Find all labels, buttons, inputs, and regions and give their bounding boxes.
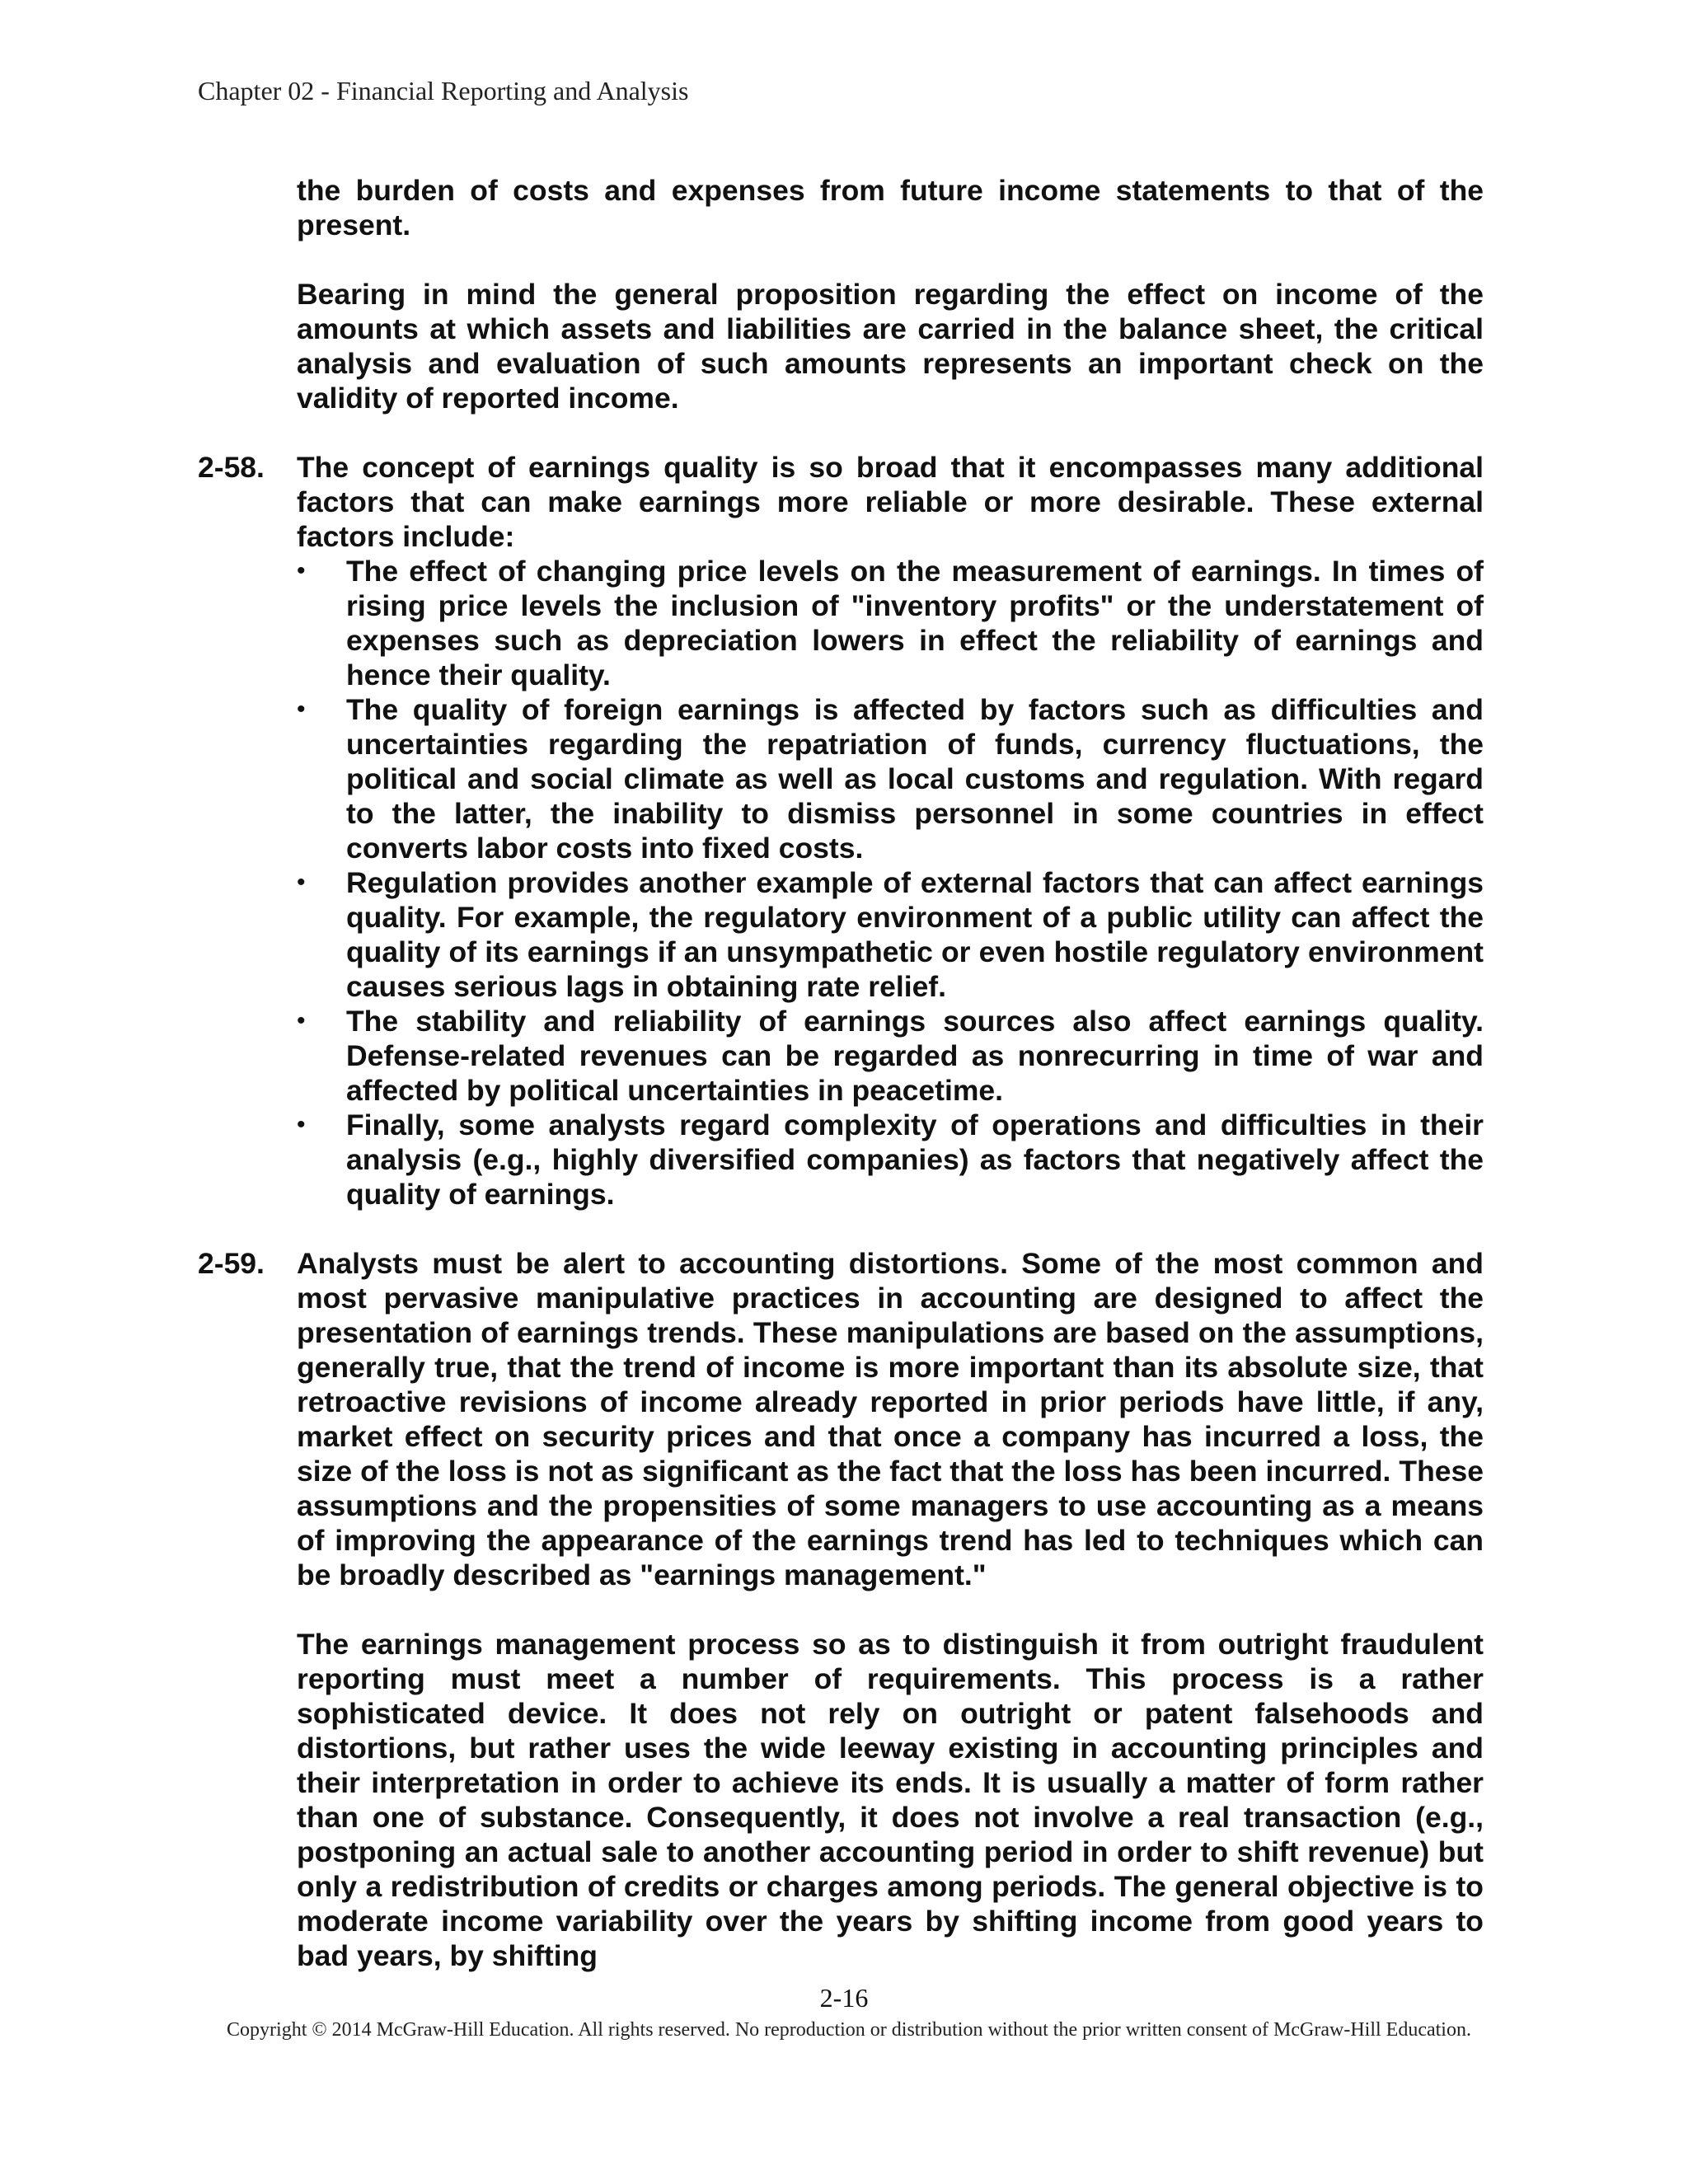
page-number: 2-16 [819, 1983, 869, 2013]
page-header: Chapter 02 - Financial Reporting and Analysis [198, 76, 689, 105]
bullet-icon: • [297, 1007, 306, 1034]
bullet-text: Regulation provides another example of external factors that can affect earnings quality. For example, the regulatory environment of a public utility can affect the quality of its earnings if an unsympathetic or even hostile regulatory environment causes serious lags in obtaining rate relief. [346, 866, 1484, 1003]
section-lead: The concept of earnings quality is so broad that it encompasses many additional factors that can make earnings more reliable or more desirable. These external factors include: [297, 451, 1484, 553]
section-2-58 [198, 450, 1484, 1212]
section-number: 2-58. [198, 451, 265, 484]
section-2-59 [198, 1246, 1484, 1973]
list-item [297, 692, 1484, 865]
bullet-text: The quality of foreign earnings is affected by factors such as difficulties and uncertainties regarding the repatriation of funds, currency fluctuations, the political and social climate as well as local customs and regulation. With regard to the latter, the inability to dismiss personnel in some countries in effect converts labor costs into fixed costs. [346, 693, 1484, 865]
section-number: 2-59. [198, 1247, 265, 1280]
list-item [297, 1004, 1484, 1108]
bullet-icon: • [297, 557, 306, 584]
section-body [297, 1246, 1484, 1973]
section-paragraph-1: Analysts must be alert to accounting distortions. Some of the most common and most pervasive manipulative practices in accounting are designed to affect the presentation of earnings trends. These manipulations are based on the assumptions, generally true, that the trend of income is more important than its absolute size, that retroactive revisions of income already reported in prior periods have little, if any, market effect on security prices and that once a company has incurred a loss, the size of the loss is not as significant as the fact that the loss has been incurred. These assumptions and the propensities of some managers to use accounting as a means of improving the appearance of the earnings trend has led to techniques which can be broadly described as "earnings management." [297, 1247, 1484, 1591]
bullet-list [297, 554, 1484, 1212]
copyright-notice: Copyright © 2014 McGraw-Hill Education. All rights reserved. No reproduction or distribution without the prior written consent of McGraw-Hill Education. [227, 2019, 1471, 2041]
list-item [297, 1108, 1484, 1212]
section-body [297, 450, 1484, 1212]
list-item [297, 554, 1484, 692]
bullet-icon: • [297, 1111, 306, 1138]
bullet-icon: • [297, 869, 306, 896]
document-body [198, 173, 1484, 2008]
list-item [297, 865, 1484, 1004]
section-paragraph-2: The earnings management process so as to distinguish it from outright fraudulent reporting must meet a number of requirements. This process is a rather sophisticated device. It does not rely on outright or patent falsehoods and distortions, but rather uses the wide leeway existing in accounting principles and their interpretation in order to achieve its ends. It is usually a matter of form rather than one of substance. Consequently, it does not involve a real transaction (e.g., postponing an actual sale to another accounting period in order to shift revenue) but only a redistribution of credits or charges among periods. The general objective is to moderate income variability over the years by shifting income from good years to bad years, by shifting [297, 1628, 1484, 1972]
bullet-text: The effect of changing price levels on the measurement of earnings. In times of rising price levels the inclusion of "inventory profits" or the understatement of expenses such as depreciation lowers in effect the reliability of earnings and hence their quality. [346, 555, 1484, 691]
intro-paragraph-2: Bearing in mind the general proposition regarding the effect on income of the amounts at which assets and liabilities are carried in the balance sheet, the critical analysis and evaluation of such amounts represents an important check on the validity of reported income. [297, 278, 1484, 415]
intro-paragraph-1: the burden of costs and expenses from future income statements to that of the present. [297, 174, 1484, 241]
bullet-text: Finally, some analysts regard complexity of operations and difficulties in their analysis (e.g., highly diversified companies) as factors that negatively affect the quality of earnings. [346, 1108, 1484, 1211]
bullet-text: The stability and reliability of earnings sources also affect earnings quality. Defense-related revenues can be regarded as nonrecurring in time of war and affected by political uncertainties in peacetime. [346, 1005, 1484, 1107]
bullet-icon: • [297, 696, 306, 723]
